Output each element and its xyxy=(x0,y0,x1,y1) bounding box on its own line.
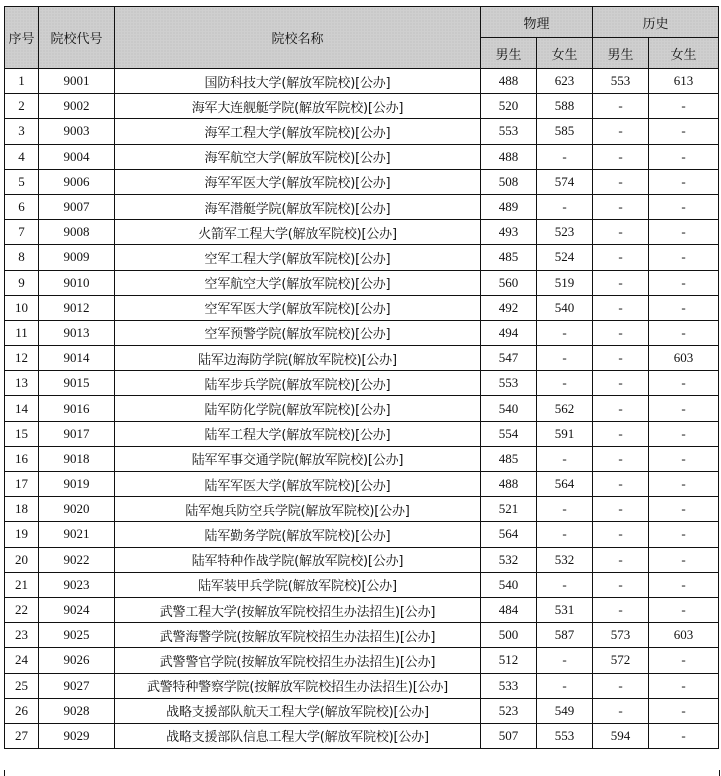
row-physics-male-score: 489 xyxy=(481,194,537,219)
table-row xyxy=(5,396,719,421)
row-history-female-score: - xyxy=(649,446,719,471)
row-code: 9012 xyxy=(39,295,115,320)
row-history-male-score: - xyxy=(593,572,649,597)
header-code: 院校代号 xyxy=(39,7,115,69)
row-physics-female-score: 553 xyxy=(537,723,593,748)
row-physics-male-score: 488 xyxy=(481,69,537,94)
row-history-male-score: 553 xyxy=(593,69,649,94)
row-history-male-score: - xyxy=(593,497,649,522)
header-physics-male: 男生 xyxy=(481,38,537,69)
row-code: 9006 xyxy=(39,169,115,194)
row-physics-male-score: 488 xyxy=(481,144,537,169)
row-code: 9003 xyxy=(39,119,115,144)
row-school-name: 武警工程大学(按解放军院校招生办法招生)[公办] xyxy=(115,597,481,622)
row-physics-female-score: - xyxy=(537,522,593,547)
row-physics-male-score: 540 xyxy=(481,572,537,597)
row-physics-female-score: - xyxy=(537,497,593,522)
row-history-male-score: - xyxy=(593,421,649,446)
table-row xyxy=(5,472,719,497)
row-physics-male-score: 540 xyxy=(481,396,537,421)
row-school-name: 空军军医大学(解放军院校)[公办] xyxy=(115,295,481,320)
row-school-name: 空军航空大学(解放军院校)[公办] xyxy=(115,270,481,295)
row-physics-female-score: 540 xyxy=(537,295,593,320)
row-history-female-score: - xyxy=(649,194,719,219)
row-history-female-score: - xyxy=(649,396,719,421)
row-history-female-score: - xyxy=(649,119,719,144)
row-history-male-score: 572 xyxy=(593,648,649,673)
row-seq: 17 xyxy=(5,472,39,497)
row-physics-female-score: 524 xyxy=(537,245,593,270)
row-history-female-score: - xyxy=(649,597,719,622)
table-continuation xyxy=(4,770,720,776)
row-physics-male-score: 523 xyxy=(481,698,537,723)
row-code: 9013 xyxy=(39,320,115,345)
row-code: 9027 xyxy=(39,673,115,698)
row-physics-female-score: 585 xyxy=(537,119,593,144)
row-physics-male-score: 500 xyxy=(481,623,537,648)
row-code: 9014 xyxy=(39,346,115,371)
row-school-name: 海军潜艇学院(解放军院校)[公办] xyxy=(115,194,481,219)
row-history-male-score: - xyxy=(593,169,649,194)
table-row xyxy=(5,220,719,245)
row-history-female-score: - xyxy=(649,270,719,295)
row-seq: 16 xyxy=(5,446,39,471)
table-row xyxy=(5,346,719,371)
row-physics-female-score: 574 xyxy=(537,169,593,194)
table-row xyxy=(5,119,719,144)
row-physics-female-score: - xyxy=(537,446,593,471)
row-seq: 27 xyxy=(5,723,39,748)
table-row xyxy=(5,522,719,547)
row-school-name: 空军预警学院(解放军院校)[公办] xyxy=(115,320,481,345)
row-seq: 11 xyxy=(5,320,39,345)
row-seq: 1 xyxy=(5,69,39,94)
row-physics-female-score: - xyxy=(537,194,593,219)
row-code: 9002 xyxy=(39,94,115,119)
row-physics-male-score: 508 xyxy=(481,169,537,194)
table-row xyxy=(5,547,719,572)
row-history-female-score: - xyxy=(649,144,719,169)
row-history-female-score: - xyxy=(649,673,719,698)
row-school-name: 武警警官学院(按解放军院校招生办法招生)[公办] xyxy=(115,648,481,673)
row-history-male-score: - xyxy=(593,194,649,219)
row-seq: 6 xyxy=(5,194,39,219)
row-code: 9004 xyxy=(39,144,115,169)
row-history-male-score: - xyxy=(593,472,649,497)
row-code: 9020 xyxy=(39,497,115,522)
row-code: 9001 xyxy=(39,69,115,94)
row-seq: 13 xyxy=(5,371,39,396)
row-school-name: 陆军军医大学(解放军院校)[公办] xyxy=(115,472,481,497)
row-school-name: 海军航空大学(解放军院校)[公办] xyxy=(115,144,481,169)
row-seq: 25 xyxy=(5,673,39,698)
row-school-name: 海军大连舰艇学院(解放军院校)[公办] xyxy=(115,94,481,119)
row-seq: 12 xyxy=(5,346,39,371)
row-seq: 15 xyxy=(5,421,39,446)
header-physics-female: 女生 xyxy=(537,38,593,69)
row-history-female-score: - xyxy=(649,421,719,446)
row-physics-male-score: 532 xyxy=(481,547,537,572)
row-code: 9026 xyxy=(39,648,115,673)
row-seq: 20 xyxy=(5,547,39,572)
row-code: 9023 xyxy=(39,572,115,597)
row-history-male-score: 573 xyxy=(593,623,649,648)
row-code: 9024 xyxy=(39,597,115,622)
row-school-name: 陆军防化学院(解放军院校)[公办] xyxy=(115,396,481,421)
row-physics-male-score: 485 xyxy=(481,245,537,270)
row-history-female-score: - xyxy=(649,698,719,723)
row-physics-female-score: 623 xyxy=(537,69,593,94)
row-history-female-score: - xyxy=(649,94,719,119)
table-row xyxy=(5,94,719,119)
row-physics-female-score: 564 xyxy=(537,472,593,497)
row-history-male-score: - xyxy=(593,547,649,572)
table-row xyxy=(5,144,719,169)
row-school-name: 国防科技大学(解放军院校)[公办] xyxy=(115,69,481,94)
row-history-female-score: - xyxy=(649,169,719,194)
row-history-female-score: - xyxy=(649,723,719,748)
row-history-male-score: 594 xyxy=(593,723,649,748)
table-row xyxy=(5,320,719,345)
row-seq: 21 xyxy=(5,572,39,597)
row-seq: 19 xyxy=(5,522,39,547)
row-physics-female-score: 532 xyxy=(537,547,593,572)
row-code: 9017 xyxy=(39,421,115,446)
row-physics-male-score: 533 xyxy=(481,673,537,698)
row-history-male-score: - xyxy=(593,119,649,144)
row-physics-male-score: 484 xyxy=(481,597,537,622)
row-school-name: 陆军特种作战学院(解放军院校)[公办] xyxy=(115,547,481,572)
row-physics-male-score: 554 xyxy=(481,421,537,446)
header-seq: 序号 xyxy=(5,7,39,69)
table-row xyxy=(5,497,719,522)
table-row xyxy=(5,270,719,295)
row-physics-male-score: 547 xyxy=(481,346,537,371)
row-school-name: 陆军勤务学院(解放军院校)[公办] xyxy=(115,522,481,547)
row-physics-male-score: 553 xyxy=(481,119,537,144)
row-seq: 10 xyxy=(5,295,39,320)
row-physics-female-score: - xyxy=(537,346,593,371)
row-history-male-score: - xyxy=(593,270,649,295)
table-row xyxy=(5,295,719,320)
table-row xyxy=(5,446,719,471)
row-physics-female-score: - xyxy=(537,144,593,169)
row-history-male-score: - xyxy=(593,320,649,345)
row-school-name: 陆军边海防学院(解放军院校)[公办] xyxy=(115,346,481,371)
row-history-male-score: - xyxy=(593,522,649,547)
table-row xyxy=(5,723,719,748)
row-physics-female-score: 587 xyxy=(537,623,593,648)
row-seq: 26 xyxy=(5,698,39,723)
row-school-name: 空军工程大学(解放军院校)[公办] xyxy=(115,245,481,270)
row-seq: 5 xyxy=(5,169,39,194)
row-history-female-score: - xyxy=(649,220,719,245)
row-physics-female-score: 531 xyxy=(537,597,593,622)
table-row xyxy=(5,572,719,597)
row-history-female-score: - xyxy=(649,648,719,673)
row-seq: 18 xyxy=(5,497,39,522)
row-school-name: 海军工程大学(解放军院校)[公办] xyxy=(115,119,481,144)
row-history-female-score: - xyxy=(649,295,719,320)
row-history-female-score: - xyxy=(649,245,719,270)
table-row xyxy=(5,169,719,194)
row-history-female-score: - xyxy=(649,472,719,497)
row-school-name: 战略支援部队航天工程大学(解放军院校)[公办] xyxy=(115,698,481,723)
row-seq: 7 xyxy=(5,220,39,245)
row-seq: 22 xyxy=(5,597,39,622)
row-physics-male-score: 560 xyxy=(481,270,537,295)
row-history-female-score: - xyxy=(649,497,719,522)
row-seq: 3 xyxy=(5,119,39,144)
row-history-male-score: - xyxy=(593,295,649,320)
row-physics-female-score: - xyxy=(537,673,593,698)
row-physics-male-score: 488 xyxy=(481,472,537,497)
row-physics-female-score: - xyxy=(537,572,593,597)
row-history-male-score: - xyxy=(593,220,649,245)
row-code: 9029 xyxy=(39,723,115,748)
row-physics-male-score: 494 xyxy=(481,320,537,345)
table-header xyxy=(5,7,719,69)
row-seq: 8 xyxy=(5,245,39,270)
row-physics-female-score: - xyxy=(537,648,593,673)
admission-score-table xyxy=(4,6,719,749)
row-physics-female-score: 562 xyxy=(537,396,593,421)
row-physics-male-score: 521 xyxy=(481,497,537,522)
row-physics-male-score: 485 xyxy=(481,446,537,471)
table-body xyxy=(5,69,719,749)
row-school-name: 陆军炮兵防空兵学院(解放军院校)[公办] xyxy=(115,497,481,522)
row-physics-male-score: 492 xyxy=(481,295,537,320)
row-code: 9007 xyxy=(39,194,115,219)
row-code: 9028 xyxy=(39,698,115,723)
row-school-name: 陆军装甲兵学院(解放军院校)[公办] xyxy=(115,572,481,597)
row-history-female-score: - xyxy=(649,522,719,547)
row-school-name: 陆军步兵学院(解放军院校)[公办] xyxy=(115,371,481,396)
row-history-male-score: - xyxy=(593,371,649,396)
table-row xyxy=(5,623,719,648)
row-school-name: 陆军工程大学(解放军院校)[公办] xyxy=(115,421,481,446)
row-physics-female-score: - xyxy=(537,320,593,345)
row-physics-male-score: 493 xyxy=(481,220,537,245)
row-history-male-score: - xyxy=(593,673,649,698)
row-seq: 4 xyxy=(5,144,39,169)
row-school-name: 火箭军工程大学(解放军院校)[公办] xyxy=(115,220,481,245)
row-code: 9010 xyxy=(39,270,115,295)
row-history-male-score: - xyxy=(593,346,649,371)
row-history-female-score: - xyxy=(649,371,719,396)
row-history-male-score: - xyxy=(593,245,649,270)
row-physics-male-score: 564 xyxy=(481,522,537,547)
row-school-name: 武警海警学院(按解放军院校招生办法招生)[公办] xyxy=(115,623,481,648)
header-history-male: 男生 xyxy=(593,38,649,69)
row-school-name: 武警特种警察学院(按解放军院校招生办法招生)[公办] xyxy=(115,673,481,698)
row-seq: 14 xyxy=(5,396,39,421)
row-physics-female-score: 591 xyxy=(537,421,593,446)
header-history: 历史 xyxy=(593,7,719,38)
row-physics-female-score: 549 xyxy=(537,698,593,723)
table-row xyxy=(5,648,719,673)
row-school-name: 陆军军事交通学院(解放军院校)[公办] xyxy=(115,446,481,471)
row-history-female-score: 603 xyxy=(649,623,719,648)
table-row xyxy=(5,69,719,94)
row-physics-female-score: - xyxy=(537,371,593,396)
row-code: 9008 xyxy=(39,220,115,245)
row-history-male-score: - xyxy=(593,396,649,421)
row-history-male-score: - xyxy=(593,94,649,119)
row-physics-female-score: 519 xyxy=(537,270,593,295)
row-history-female-score: - xyxy=(649,572,719,597)
row-history-male-score: - xyxy=(593,144,649,169)
row-physics-female-score: 588 xyxy=(537,94,593,119)
row-code: 9025 xyxy=(39,623,115,648)
row-school-name: 海军军医大学(解放军院校)[公办] xyxy=(115,169,481,194)
table-row xyxy=(5,698,719,723)
row-code: 9015 xyxy=(39,371,115,396)
row-seq: 24 xyxy=(5,648,39,673)
row-history-female-score: 613 xyxy=(649,69,719,94)
row-physics-female-score: 523 xyxy=(537,220,593,245)
row-code: 9018 xyxy=(39,446,115,471)
row-code: 9021 xyxy=(39,522,115,547)
row-code: 9022 xyxy=(39,547,115,572)
header-physics: 物理 xyxy=(481,7,593,38)
row-physics-male-score: 520 xyxy=(481,94,537,119)
table-row xyxy=(5,371,719,396)
table-row xyxy=(5,673,719,698)
table-row xyxy=(5,597,719,622)
row-physics-male-score: 507 xyxy=(481,723,537,748)
row-school-name: 战略支援部队信息工程大学(解放军院校)[公办] xyxy=(115,723,481,748)
row-history-female-score: - xyxy=(649,547,719,572)
row-physics-male-score: 553 xyxy=(481,371,537,396)
header-name: 院校名称 xyxy=(115,7,481,69)
row-history-male-score: - xyxy=(593,446,649,471)
row-seq: 2 xyxy=(5,94,39,119)
table-row xyxy=(5,421,719,446)
row-seq: 23 xyxy=(5,623,39,648)
row-history-male-score: - xyxy=(593,698,649,723)
row-history-male-score: - xyxy=(593,597,649,622)
row-code: 9016 xyxy=(39,396,115,421)
row-seq: 9 xyxy=(5,270,39,295)
row-history-female-score: 603 xyxy=(649,346,719,371)
row-physics-male-score: 512 xyxy=(481,648,537,673)
row-history-female-score: - xyxy=(649,320,719,345)
table-row xyxy=(5,245,719,270)
row-code: 9019 xyxy=(39,472,115,497)
table-row xyxy=(5,194,719,219)
row-code: 9009 xyxy=(39,245,115,270)
header-history-female: 女生 xyxy=(649,38,719,69)
